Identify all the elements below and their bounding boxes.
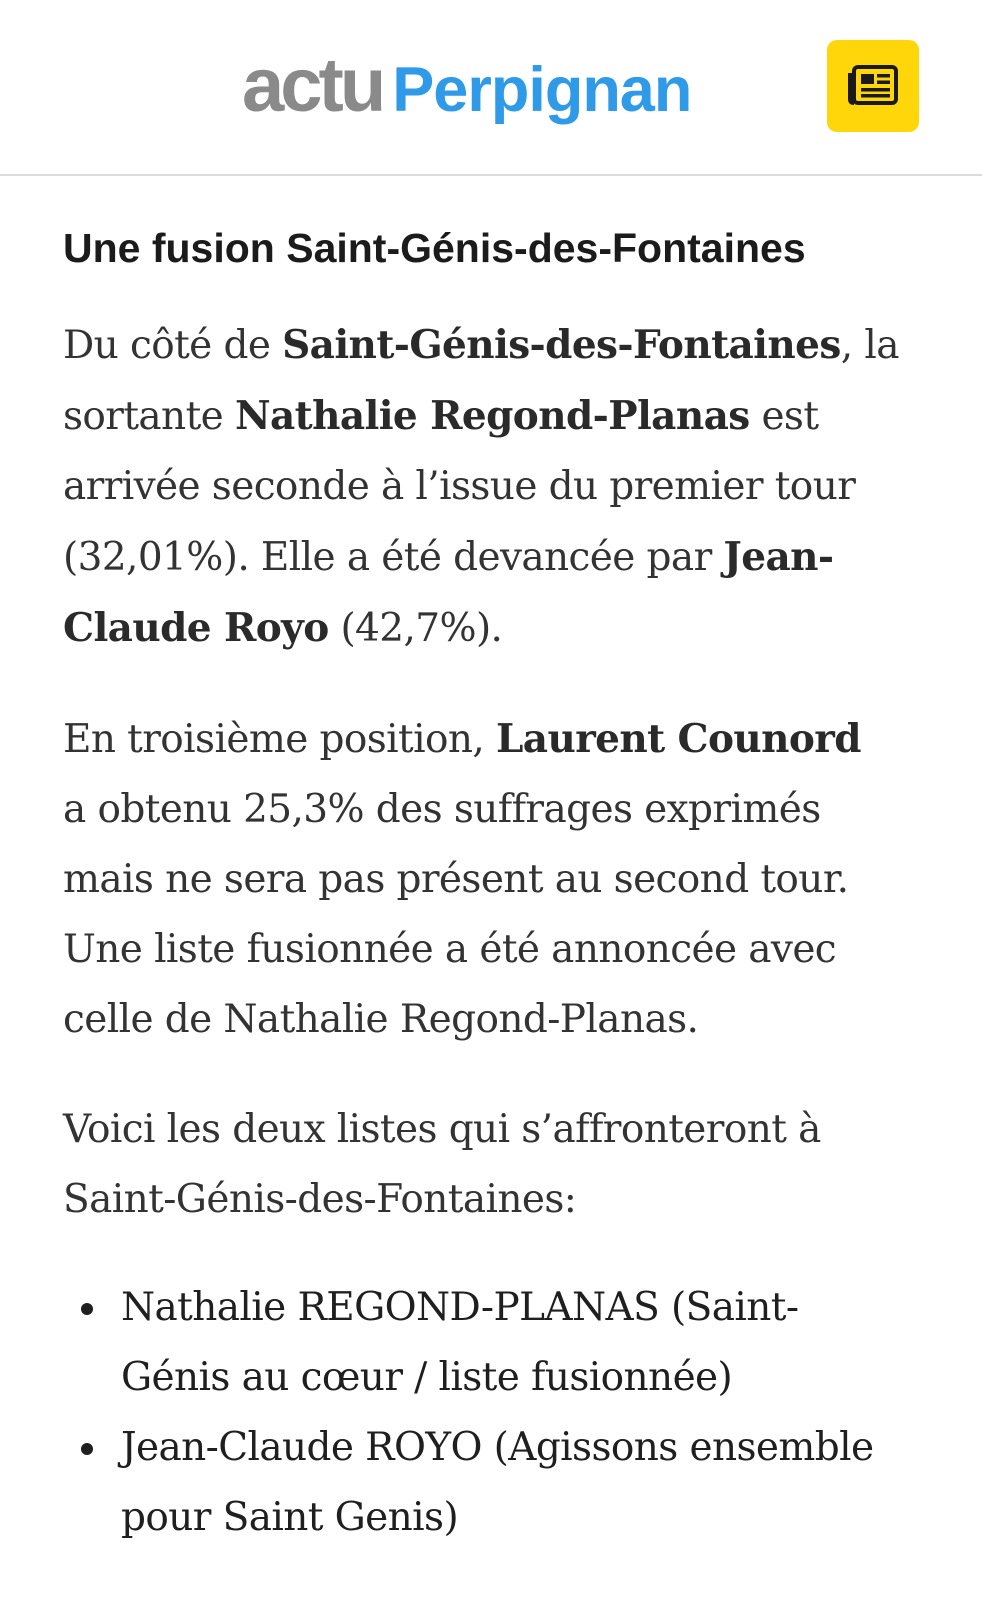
text-line: Une liste fusionnée a été annoncée avec — [63, 927, 837, 972]
text-line: mais ne sera pas présent au second tour. — [63, 857, 849, 902]
candidate-lists — [63, 1273, 943, 1553]
bold-candidate: Nathalie Regond-Planas — [234, 393, 750, 439]
list-item-line: Jean-Claude ROYO (Agissons ensemble — [121, 1425, 874, 1470]
text-line: (32,01%). Elle a été devancée par Jean- — [63, 534, 834, 580]
paragraph-first-round — [63, 310, 943, 664]
text-line: Du côté de Saint-Génis-des-Fontaines, la — [63, 322, 899, 368]
paragraph-lists-intro — [63, 1095, 943, 1235]
text-line: Claude Royo (42,7%). — [63, 605, 503, 651]
bold-commune: Saint-Génis-des-Fontaines — [282, 322, 841, 368]
section-subtitle: Une fusion Saint-Génis-des-Fontaines — [63, 225, 806, 271]
bullet-icon — [81, 1443, 93, 1455]
list-item-line: Génis au cœur / liste fusionnée) — [121, 1355, 733, 1400]
text-line: Voici les deux listes qui s’affronteront à — [63, 1107, 821, 1152]
logo-actu-text: actu — [242, 43, 383, 128]
site-header — [0, 0, 982, 176]
logo-city-text: Perpignan — [392, 55, 692, 125]
list-item-line: pour Saint Genis) — [121, 1495, 459, 1540]
paragraph-third-place — [63, 704, 943, 1055]
text-line: Saint-Génis-des-Fontaines: — [63, 1177, 577, 1222]
bullet-icon — [81, 1303, 93, 1315]
bold-candidate: Claude Royo — [63, 605, 329, 651]
site-logo[interactable] — [242, 42, 691, 132]
list-item — [63, 1273, 943, 1413]
text-line: celle de Nathalie Regond-Planas. — [63, 997, 699, 1042]
text-line: sortante Nathalie Regond-Planas est — [63, 393, 819, 439]
bold-candidate: Laurent Counord — [495, 716, 861, 762]
list-item — [63, 1413, 943, 1553]
bold-candidate: Jean- — [723, 534, 834, 580]
text-line: arrivée seconde à l’issue du premier tour — [63, 464, 856, 509]
text-line: a obtenu 25,3% des suffrages exprimés — [63, 787, 821, 832]
article-body — [63, 220, 943, 1553]
newspaper-menu-button[interactable] — [827, 40, 919, 132]
text-line: En troisième position, Laurent Counord — [63, 716, 861, 762]
list-item-line: Nathalie REGOND-PLANAS (Saint- — [121, 1285, 799, 1330]
newspaper-icon — [846, 63, 900, 109]
